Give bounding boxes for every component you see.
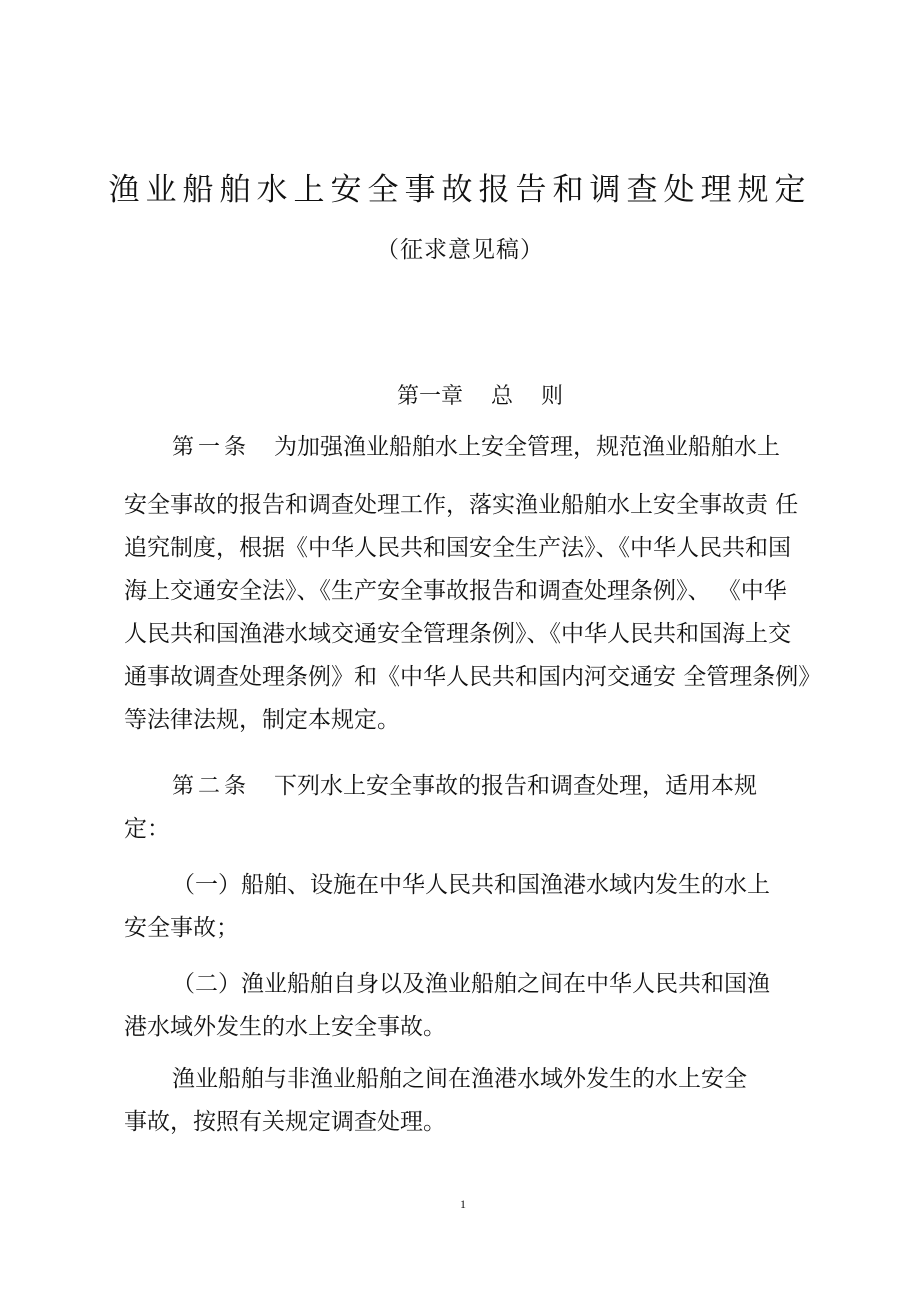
- chapter-heading: 第一章 总 则: [397, 384, 563, 409]
- article-2: [124, 765, 832, 851]
- article-1-body: [124, 484, 832, 742]
- paragraph-line: 事故，按照有关规定调查处理。: [124, 1109, 446, 1135]
- list-item-1: [124, 864, 832, 950]
- article-number: 第一条: [172, 435, 251, 460]
- article-2-first-line: [124, 765, 832, 808]
- article-text-line: 定：: [124, 816, 170, 842]
- article-text-line: 追究制度，根据《中华人民共和国安全生产法》、《中华人民共和国: [124, 535, 791, 561]
- document-title: 渔业船舶水上安全事故报告和调查处理规定: [108, 172, 812, 208]
- article-text-line: 海上交通安全法》、《生产安全事故报告和调查处理条例》、 《中华: [124, 578, 787, 604]
- article-1: [124, 426, 832, 469]
- document-subtitle: （征求意见稿）: [376, 237, 544, 263]
- paragraph-line: 渔业船舶与非渔业船舶之间在渔港水域外发生的水上安全: [172, 1066, 747, 1092]
- article-text: 为加强渔业船舶水上安全管理，规范渔业船舶水上: [274, 434, 781, 460]
- article-text-line: 通事故调查处理条例》和《中华人民共和国内河交通安 全管理条例》: [124, 664, 822, 690]
- article-text-line: 人民共和国渔港水域交通安全管理条例》、《中华人民共和国海上交: [124, 621, 791, 647]
- article-text: 下列水上安全事故的报告和调查处理，适用本规: [274, 773, 758, 799]
- page-number: 1: [460, 1197, 466, 1211]
- list-item-line: 安全事故；: [124, 915, 239, 941]
- list-item-line: （二）渔业船舶自身以及渔业船舶之间在中华人民共和国渔: [172, 971, 770, 997]
- list-item-line: 港水域外发生的水上安全事故。: [124, 1014, 446, 1040]
- article-text-line: 安全事故的报告和调查处理工作，落实渔业船舶水上安全事故责 任: [124, 492, 799, 518]
- paragraph: [124, 1058, 832, 1144]
- article-text-line: 等法律法规，制定本规定。: [124, 707, 400, 733]
- list-item-line: （一）船舶、设施在中华人民共和国渔港水域内发生的水上: [172, 872, 770, 898]
- article-1-first-line: [124, 426, 832, 469]
- list-item-2: [124, 963, 832, 1049]
- article-number: 第二条: [172, 774, 251, 799]
